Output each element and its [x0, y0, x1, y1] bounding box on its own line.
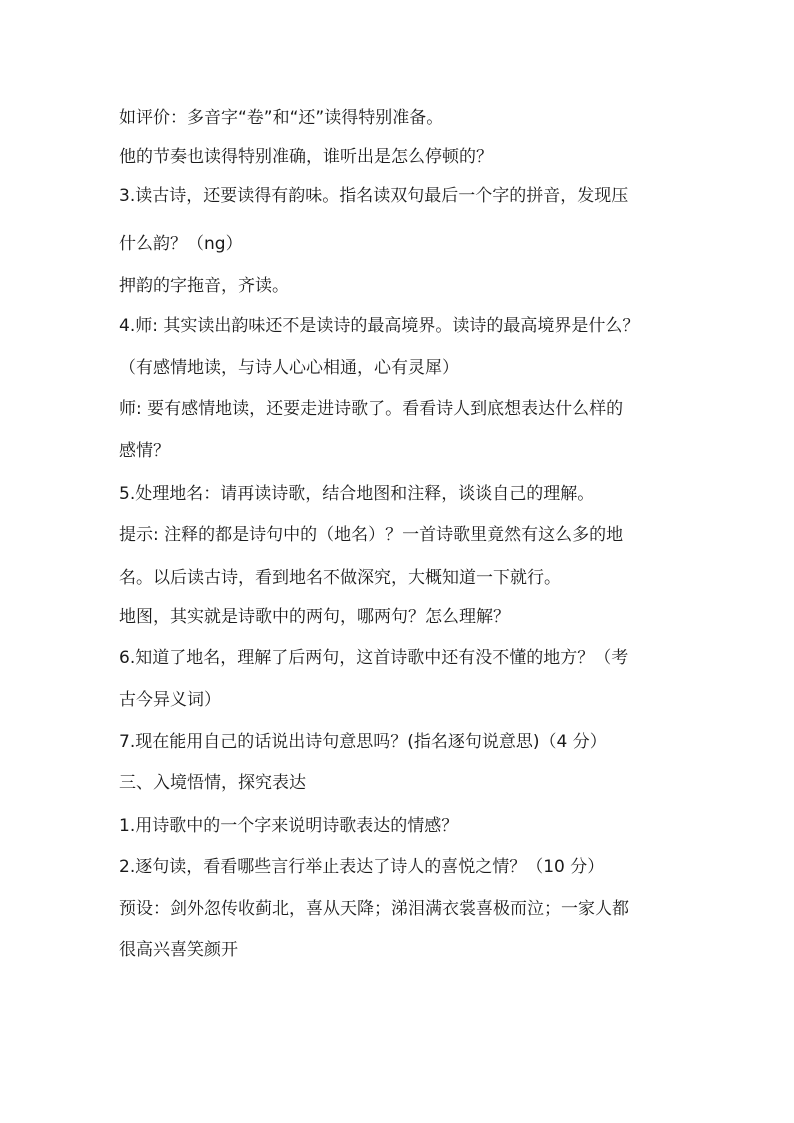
text-line: 三、入境悟情，探究表达 [119, 773, 306, 793]
text-line: 提示: 注释的都是诗句中的（地名）？一首诗歌里竟然有这么多的地 [119, 525, 624, 545]
text-line: 4.师: 其实读出韵味还不是读诗的最高境界。读诗的最高境界是什么？ [119, 316, 640, 336]
text-line: 6.知道了地名，理解了后两句，这首诗歌中还有没不懂的地方？（考 [119, 648, 629, 668]
text-line: 什么韵？（ng） [119, 234, 243, 254]
text-line: 3.读古诗，还要读得有韵味。指名读双句最后一个字的拼音，发现压 [119, 186, 629, 206]
text-line: 很高兴喜笑颜开 [119, 940, 238, 960]
text-line: 1.用诗歌中的一个字来说明诗歌表达的情感？ [119, 816, 459, 836]
text-line: 2.逐句读，看看哪些言行举止表达了诗人的喜悦之情？（10 分） [119, 857, 605, 877]
text-line: 押韵的字拖音，齐读。 [119, 276, 289, 296]
text-line: 感情？ [119, 441, 170, 461]
text-line: 7.现在能用自己的话说出诗句意思吗？(指名逐句说意思)（4 分） [119, 732, 607, 752]
text-line: 师: 要有感情地读，还要走进诗歌了。看看诗人到底想表达什么样的 [119, 399, 624, 419]
text-line: （有感情地读，与诗人心心相通，心有灵犀） [119, 358, 459, 378]
text-line: 预设：剑外忽传收蓟北，喜从天降；涕泪满衣裳喜极而泣；一家人都 [119, 899, 629, 919]
text-line: 如评价：多音字“卷”和“还”读得特别准备。 [119, 108, 444, 128]
text-line: 名。以后读古诗，看到地名不做深究，大概知道一下就行。 [119, 568, 561, 588]
text-line: 古今异义词） [119, 690, 221, 710]
text-line: 他的节奏也读得特别准确，谁听出是怎么停顿的？ [119, 147, 493, 167]
text-line: 地图，其实就是诗歌中的两句，哪两句？怎么理解？ [119, 607, 510, 627]
text-line: 5.处理地名：请再读诗歌，结合地图和注释，谈谈自己的理解。 [119, 484, 595, 504]
